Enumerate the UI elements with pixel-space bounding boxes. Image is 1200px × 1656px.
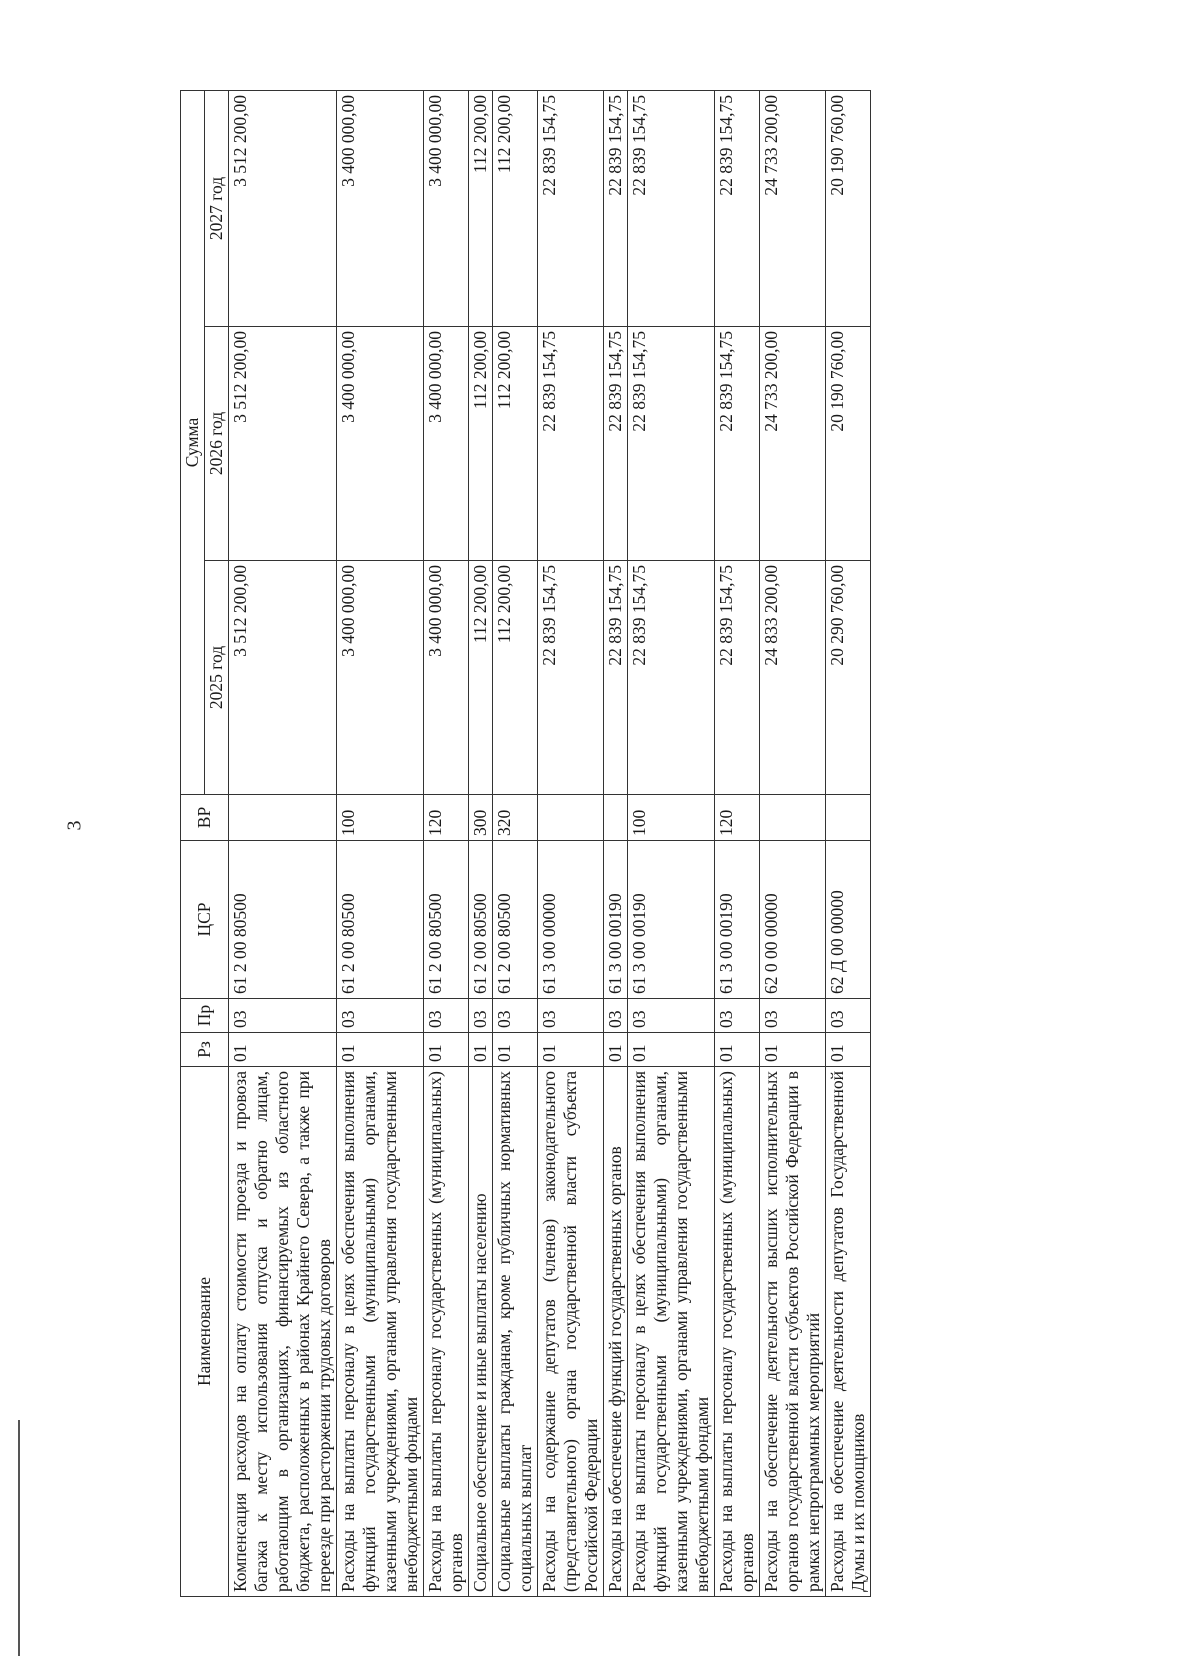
table-row (760, 90, 826, 1596)
row-vr (538, 795, 604, 841)
row-name: Расходы на выплаты персоналу государственных (муниципальных) органов (715, 1067, 760, 1597)
row-amount-2027: 112 200,00 (469, 90, 493, 326)
row-csr: 62 0 00 00000 (760, 841, 826, 999)
header-vr: ВР (181, 795, 229, 841)
header-name: Наименование (181, 1067, 229, 1597)
row-rz: 01 (604, 1033, 628, 1067)
row-rz: 01 (715, 1033, 760, 1067)
row-amount-2025: 20 290 760,00 (826, 561, 871, 795)
budget-table (180, 90, 871, 1597)
row-amount-2025: 22 839 154,75 (604, 561, 628, 795)
row-rz: 01 (424, 1033, 469, 1067)
row-amount-2027: 20 190 760,00 (826, 90, 871, 326)
row-amount-2026: 3 400 000,00 (424, 327, 469, 561)
row-amount-2026: 22 839 154,75 (628, 327, 715, 561)
row-pr: 03 (424, 999, 469, 1033)
row-name: Расходы на выплаты персоналу в целях обеспечения выполнения функций государственными (муниципальными) органами, казенными учреждениями, органами управления государственными внебюджетными фондами (337, 1067, 424, 1597)
row-csr: 61 2 00 80500 (424, 841, 469, 999)
row-vr (826, 795, 871, 841)
row-csr: 61 3 00 00000 (538, 841, 604, 999)
row-amount-2027: 3 512 200,00 (229, 90, 337, 326)
row-csr: 62 Д 00 00000 (826, 841, 871, 999)
row-name: Расходы на обеспечение функций государственных органов (604, 1067, 628, 1597)
page-number: 3 (63, 820, 86, 831)
row-amount-2026: 24 733 200,00 (760, 327, 826, 561)
header-csr: ЦСР (181, 841, 229, 999)
row-pr: 03 (229, 999, 337, 1033)
header-year-2026: 2026 год (205, 327, 229, 561)
header-year-2027: 2027 год (205, 90, 229, 326)
row-amount-2027: 22 839 154,75 (538, 90, 604, 326)
row-amount-2026: 112 200,00 (469, 327, 493, 561)
row-amount-2026: 3 400 000,00 (337, 327, 424, 561)
row-name: Расходы на выплаты персоналу государственных (муниципальных) органов (424, 1067, 469, 1597)
header-year-2025: 2025 год (205, 561, 229, 795)
row-rz: 01 (337, 1033, 424, 1067)
row-amount-2027: 24 733 200,00 (760, 90, 826, 326)
row-csr: 61 3 00 00190 (628, 841, 715, 999)
rotated-page-content (180, 91, 1100, 1597)
row-name: Социальное обеспечение и иные выплаты населению (469, 1067, 493, 1597)
row-rz: 01 (538, 1033, 604, 1067)
scan-edge-line (18, 1420, 20, 1656)
row-rz: 01 (229, 1033, 337, 1067)
row-amount-2025: 22 839 154,75 (628, 561, 715, 795)
row-name: Расходы на выплаты персоналу в целях обеспечения выполнения функций государственными (муниципальными) органами, казенными учреждениями, органами управления государственными внебюджетными фондами (628, 1067, 715, 1597)
row-amount-2025: 112 200,00 (469, 561, 493, 795)
header-sum: Сумма (181, 90, 205, 794)
table-row (604, 90, 628, 1596)
row-vr (760, 795, 826, 841)
row-name: Расходы на обеспечение деятельности депутатов Государственной Думы и их помощников (826, 1067, 871, 1597)
table-row (826, 90, 871, 1596)
table-row (538, 90, 604, 1596)
row-csr: 61 3 00 00190 (604, 841, 628, 999)
row-amount-2025: 22 839 154,75 (715, 561, 760, 795)
table-row (469, 90, 493, 1596)
row-amount-2025: 3 512 200,00 (229, 561, 337, 795)
row-csr: 61 2 00 80500 (493, 841, 538, 999)
row-amount-2026: 22 839 154,75 (538, 327, 604, 561)
row-amount-2027: 3 400 000,00 (424, 90, 469, 326)
row-pr: 03 (469, 999, 493, 1033)
row-rz: 01 (760, 1033, 826, 1067)
table-row (424, 90, 469, 1596)
row-amount-2027: 112 200,00 (493, 90, 538, 326)
row-vr: 100 (337, 795, 424, 841)
row-pr: 03 (538, 999, 604, 1033)
row-rz: 01 (628, 1033, 715, 1067)
row-amount-2027: 3 400 000,00 (337, 90, 424, 326)
header-pr: Пр (181, 999, 229, 1033)
row-amount-2025: 112 200,00 (493, 561, 538, 795)
row-amount-2026: 20 190 760,00 (826, 327, 871, 561)
row-vr: 300 (469, 795, 493, 841)
row-amount-2025: 3 400 000,00 (424, 561, 469, 795)
row-rz: 01 (493, 1033, 538, 1067)
row-amount-2025: 24 833 200,00 (760, 561, 826, 795)
row-vr (229, 795, 337, 841)
row-vr: 120 (715, 795, 760, 841)
row-pr: 03 (604, 999, 628, 1033)
table-row (628, 90, 715, 1596)
row-amount-2026: 22 839 154,75 (715, 327, 760, 561)
row-pr: 03 (715, 999, 760, 1033)
row-amount-2026: 22 839 154,75 (604, 327, 628, 561)
row-amount-2027: 22 839 154,75 (604, 90, 628, 326)
table-row (229, 90, 337, 1596)
row-amount-2026: 3 512 200,00 (229, 327, 337, 561)
row-name: Компенсация расходов на оплату стоимости проезда и провоза багажа к месту использования отпуска и обратно лицам, работающим в организациях, финансируемых из областного бюджета, расположенных в районах Крайнего Севера, а также при переезде при расторжении трудовых договоров (229, 1067, 337, 1597)
row-vr: 120 (424, 795, 469, 841)
row-amount-2027: 22 839 154,75 (628, 90, 715, 326)
table-row (493, 90, 538, 1596)
row-pr: 03 (628, 999, 715, 1033)
row-csr: 61 2 00 80500 (337, 841, 424, 999)
row-csr: 61 2 00 80500 (229, 841, 337, 999)
table-row (337, 90, 424, 1596)
row-amount-2025: 3 400 000,00 (337, 561, 424, 795)
row-amount-2027: 22 839 154,75 (715, 90, 760, 326)
row-pr: 03 (760, 999, 826, 1033)
row-pr: 03 (337, 999, 424, 1033)
row-csr: 61 3 00 00190 (715, 841, 760, 999)
row-name: Расходы на обеспечение деятельности высших исполнительных органов государственной власти субъектов Российской Федерации в рамках непрограммных мероприятий (760, 1067, 826, 1597)
row-rz: 01 (469, 1033, 493, 1067)
row-name: Социальные выплаты гражданам, кроме публичных нормативных социальных выплат (493, 1067, 538, 1597)
row-csr: 61 2 00 80500 (469, 841, 493, 999)
header-row-1 (181, 90, 205, 1596)
row-vr: 100 (628, 795, 715, 841)
row-pr: 03 (493, 999, 538, 1033)
row-amount-2025: 22 839 154,75 (538, 561, 604, 795)
header-rz: Рз (181, 1033, 229, 1067)
table-row (715, 90, 760, 1596)
row-vr (604, 795, 628, 841)
row-vr: 320 (493, 795, 538, 841)
row-name: Расходы на содержание депутатов (членов) законодательного (представительного) органа государственной власти субъекта Российской Федерации (538, 1067, 604, 1597)
row-pr: 03 (826, 999, 871, 1033)
row-rz: 01 (826, 1033, 871, 1067)
row-amount-2026: 112 200,00 (493, 327, 538, 561)
